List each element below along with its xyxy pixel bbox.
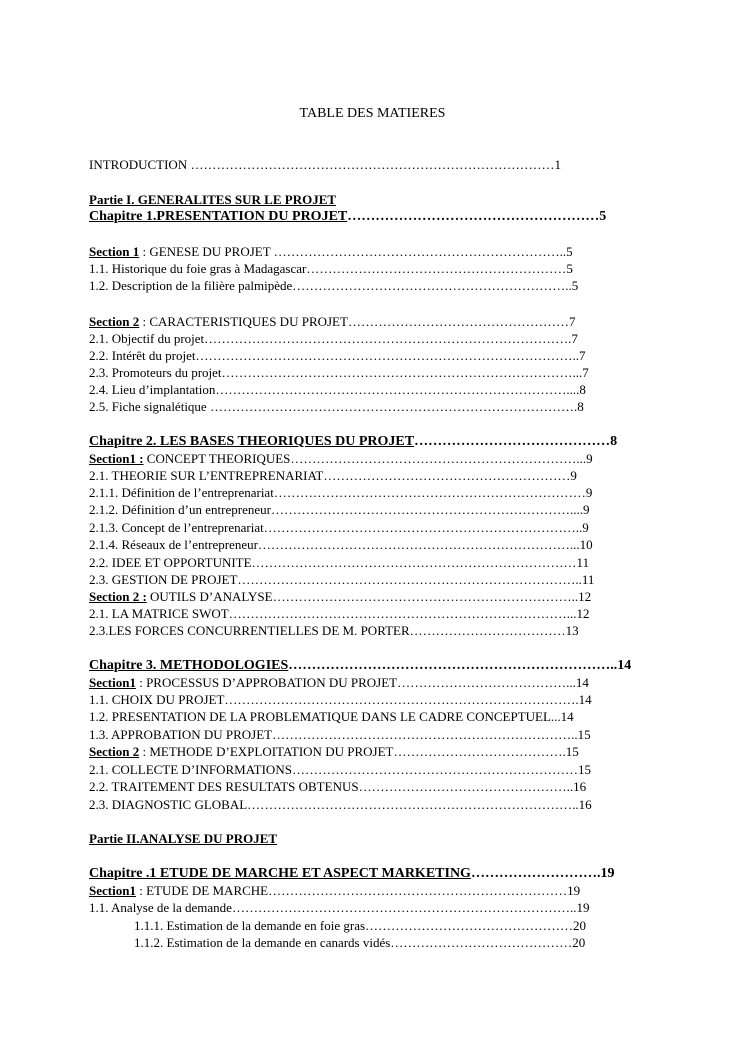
toc-section: Section 2 : OUTILS D’ANALYSE……………………………………………………………..12 [89, 589, 592, 604]
toc-entry: 1.2. Description de la filière palmipède………………………………………………………..5 [89, 278, 579, 293]
toc-entry-introduction: INTRODUCTION …………………………………………………………………………1 [89, 157, 561, 172]
toc-section: Section1 : ETUDE DE MARCHE……………………………………………………………19 [89, 883, 581, 898]
toc-section: Section1 : CONCEPT THEORIQUES…………………………………………………………...9 [89, 451, 593, 466]
toc-entry: 2.1.4. Réseaux de l’entrepreneur………………………………………………………………...10 [89, 537, 593, 552]
toc-entry: 2.1.1. Définition de l’entreprenariat………………………………………………………………9 [89, 485, 593, 500]
toc-entry: 2.1.2. Définition d’un entrepreneur……………………………………………………………....9 [89, 502, 590, 517]
toc-entry: 2.2. IDEE ET OPPORTUNITE…………………………………………………………………11 [89, 555, 590, 570]
toc-entry: 2.4. Lieu d’implantation………………………………………………………………………....8 [89, 382, 586, 397]
toc-section: Section 2 : METHODE D’EXPLOITATION DU PROJET………………………………….15 [89, 744, 579, 759]
toc-entry: 2.3. DIAGNOSTIC GLOBAL…………………………………………………………………..16 [89, 797, 592, 812]
toc-entry: 1.1. CHOIX DU PROJET……………………………………………………………………….14 [89, 692, 592, 707]
toc-entry: 2.3. Promoteurs du projet………………………………………………………………………...7 [89, 365, 589, 380]
toc-subentry: 1.1.1. Estimation de la demande en foie gras…………………………………………20 [134, 918, 587, 933]
toc-entry: 1.1. Analyse de la demande……………………………………………………………………..19 [89, 900, 590, 915]
toc-entry: 1.1. Historique du foie gras à Madagascar……………………………………………………5 [89, 261, 573, 276]
toc-entry: 2.2. TRAITEMENT DES RESULTATS OBTENUS…………………………………………..16 [89, 779, 587, 794]
toc-entry: 1.2. PRESENTATION DE LA PROBLEMATIQUE DANS LE CADRE CONCEPTUEL...14 [89, 709, 574, 724]
toc-chapter-2: Chapitre 2. LES BASES THEORIQUES DU PROJET……………………………………8 [89, 434, 618, 449]
toc-chapter-1: Chapitre 1.PRESENTATION DU PROJET………………………………………………5 [89, 209, 607, 224]
toc-part-1: Partie I. GENERALITES SUR LE PROJET [89, 192, 337, 207]
toc-entry: 2.1. THEORIE SUR L’ENTREPRENARIAT…………………………………………………9 [89, 468, 577, 483]
toc-entry: 2.1. COLLECTE D’INFORMATIONS…………………………………………………………15 [89, 762, 591, 777]
toc-part-2: Partie II.ANALYSE DU PROJET [89, 831, 278, 846]
page-title: TABLE DES MATIERES [299, 106, 446, 121]
toc-entry: 1.3. APPROBATION DU PROJET……………………………………………………………..15 [89, 727, 591, 742]
toc-chapter-part2-1: Chapitre .1 ETUDE DE MARCHE ET ASPECT MARKETING……………………….19 [89, 866, 615, 881]
toc-entry: 2.2. Intérêt du projet……………………………………………………………………………..7 [89, 348, 586, 363]
toc-subentry: 1.1.2. Estimation de la demande en canards vidés……………………………………20 [134, 935, 586, 950]
toc-section: Section 2 : CARACTERISTIQUES DU PROJET……………………………………………7 [89, 314, 576, 329]
toc-entry: 2.3. GESTION DE PROJET……………………………………………………………………..11 [89, 572, 595, 587]
toc-entry: 2.1. LA MATRICE SWOT……………………………………………………………………...12 [89, 606, 590, 621]
toc-section: Section 1 : GENESE DU PROJET …………………………………………………………..5 [89, 244, 573, 259]
toc-section: Section1 : PROCESSUS D’APPROBATION DU PROJET…………………………………...14 [89, 675, 589, 690]
toc-entry: 2.3.LES FORCES CONCURRENTIELLES DE M. PORTER………………………………13 [89, 623, 579, 638]
toc-chapter-3: Chapitre 3. METHODOLOGIES……………………………………………………………..14 [89, 658, 632, 673]
toc-entry: 2.5. Fiche signalétique ………………………………………………………………………….8 [89, 399, 584, 414]
toc-entry: 2.1.3. Concept de l’entreprenariat………………………………………………………………..9 [89, 520, 589, 535]
toc-entry: 2.1. Objectif du projet………………………………………………………………………….7 [89, 331, 578, 346]
